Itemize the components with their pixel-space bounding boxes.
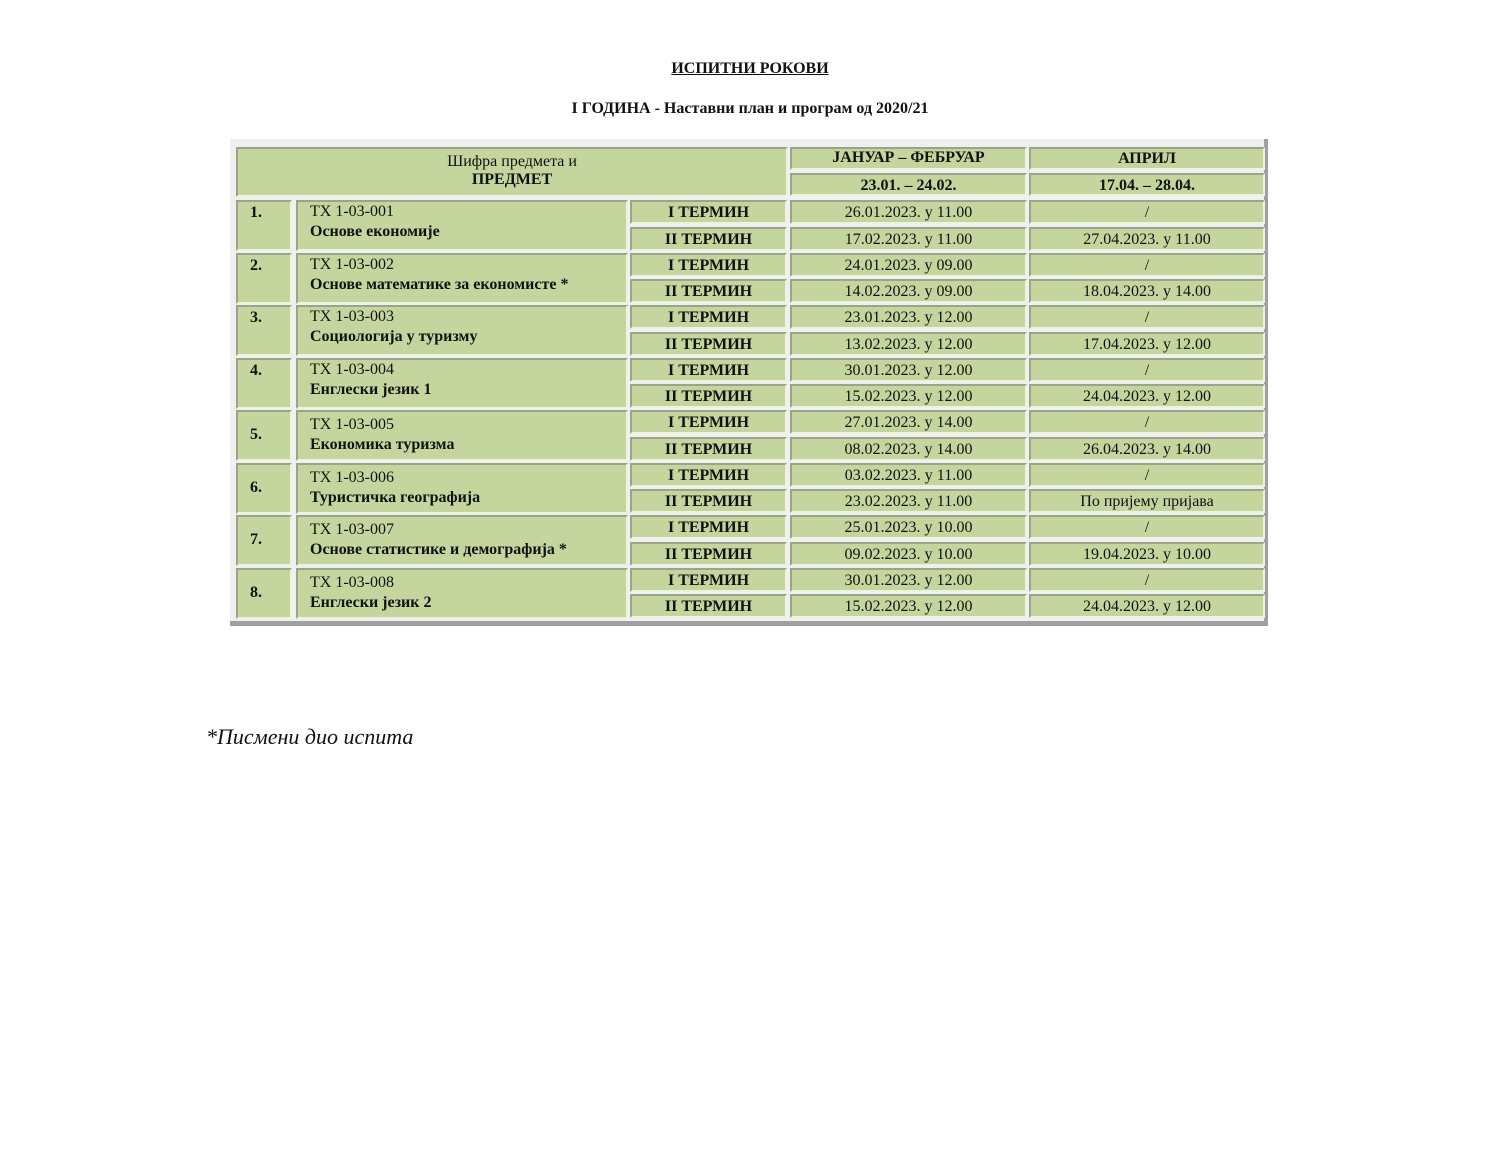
period2-header: АПРИЛ — [1029, 147, 1265, 170]
jan-feb-date: 25.01.2023. у 10.00 — [790, 515, 1027, 539]
subject-cell — [296, 358, 628, 409]
row-number: 2. — [236, 253, 292, 304]
subject-name: Економика туризма — [310, 436, 455, 453]
april-date: 18.04.2023. у 14.00 — [1029, 279, 1265, 303]
subject-name: Основе економије — [310, 223, 440, 240]
jan-feb-date: 30.01.2023. у 12.00 — [790, 358, 1027, 382]
subject-code: TX 1-03-004 — [310, 360, 394, 378]
april-date: / — [1029, 568, 1265, 592]
period1-header: ЈАНУАР – ФЕБРУАР — [790, 147, 1027, 170]
subject-cell — [296, 410, 628, 461]
term-label: II ТЕРМИН — [630, 437, 787, 461]
term-label: I ТЕРМИН — [630, 200, 787, 224]
april-date: 24.04.2023. у 12.00 — [1029, 384, 1265, 408]
april-date: / — [1029, 410, 1265, 434]
jan-feb-date: 23.02.2023. у 11.00 — [790, 489, 1027, 513]
april-date: 19.04.2023. у 10.00 — [1029, 542, 1265, 566]
period2-dates: 17.04. – 28.04. — [1029, 173, 1265, 196]
subject-header-cell — [236, 147, 788, 197]
term-label: I ТЕРМИН — [630, 305, 787, 329]
subject-cell — [296, 305, 628, 356]
jan-feb-date: 13.02.2023. у 12.00 — [790, 332, 1027, 356]
term-label: II ТЕРМИН — [630, 489, 787, 513]
april-date: 27.04.2023. у 11.00 — [1029, 227, 1265, 251]
page-title: ИСПИТНИ РОКОВИ — [671, 60, 829, 77]
term-label: I ТЕРМИН — [630, 253, 787, 277]
row-number: 7. — [236, 515, 292, 566]
subject-cell — [296, 200, 628, 251]
row-number: 3. — [236, 305, 292, 356]
subject-name: Енглески језик 1 — [310, 380, 432, 398]
subject-cell — [296, 463, 628, 514]
exam-schedule-table — [230, 139, 1268, 626]
term-label: II ТЕРМИН — [630, 227, 787, 251]
term-label: II ТЕРМИН — [630, 384, 787, 408]
jan-feb-date: 30.01.2023. у 12.00 — [790, 568, 1027, 592]
subject-cell — [296, 568, 628, 619]
page-subtitle: I ГОДИНА - Наставни план и програм од 2020/21 — [571, 100, 929, 117]
subject-code: TX 1-03-006 — [310, 468, 394, 486]
april-date: / — [1029, 515, 1265, 539]
april-date: / — [1029, 253, 1265, 277]
april-date: По пријему пријава — [1029, 489, 1265, 513]
subject-name: Туристичка географија — [310, 488, 481, 506]
term-label: II ТЕРМИН — [630, 594, 787, 618]
row-number: 5. — [236, 410, 292, 461]
april-date: / — [1029, 200, 1265, 224]
row-number: 6. — [236, 463, 292, 514]
april-date: / — [1029, 463, 1265, 487]
jan-feb-date: 03.02.2023. у 11.00 — [790, 463, 1027, 487]
april-date: 17.04.2023. у 12.00 — [1029, 332, 1265, 356]
subject-cell — [296, 253, 628, 304]
subject-code: TX 1-03-008 — [310, 573, 394, 591]
footnote: *Писмени дио испита — [206, 724, 414, 749]
subject-header-line2: ПРЕДМЕТ — [471, 171, 553, 188]
term-label: I ТЕРМИН — [630, 463, 787, 487]
jan-feb-date: 24.01.2023. у 09.00 — [790, 253, 1027, 277]
april-date: / — [1029, 305, 1265, 329]
subject-name: Основе математике за економисте * — [310, 275, 569, 293]
april-date: 26.04.2023. у 14.00 — [1029, 437, 1265, 461]
april-date: / — [1029, 358, 1265, 382]
term-label: I ТЕРМИН — [630, 515, 787, 539]
period1-dates: 23.01. – 24.02. — [790, 173, 1027, 196]
jan-feb-date: 15.02.2023. у 12.00 — [790, 384, 1027, 408]
jan-feb-date: 27.01.2023. у 14.00 — [790, 410, 1027, 434]
jan-feb-date: 09.02.2023. у 10.00 — [790, 542, 1027, 566]
subject-name: Социологија у туризму — [310, 328, 478, 345]
jan-feb-date: 08.02.2023. у 14.00 — [790, 437, 1027, 461]
jan-feb-date: 17.02.2023. у 11.00 — [790, 227, 1027, 251]
subject-code: TX 1-03-001 — [310, 203, 394, 220]
subject-name: Основе статистике и демографија * — [310, 541, 567, 558]
term-label: II ТЕРМИН — [630, 279, 787, 303]
term-label: II ТЕРМИН — [630, 332, 787, 356]
subject-header-line1: Шифра предмета и — [447, 153, 577, 170]
subject-code: TX 1-03-003 — [310, 308, 394, 325]
subject-code: TX 1-03-007 — [310, 521, 394, 538]
term-label: II ТЕРМИН — [630, 542, 787, 566]
row-number: 4. — [236, 358, 292, 409]
subject-code: TX 1-03-002 — [310, 255, 394, 273]
jan-feb-date: 15.02.2023. у 12.00 — [790, 594, 1027, 618]
subject-code: TX 1-03-005 — [310, 416, 394, 433]
jan-feb-date: 23.01.2023. у 12.00 — [790, 305, 1027, 329]
row-number: 8. — [236, 568, 292, 619]
jan-feb-date: 14.02.2023. у 09.00 — [790, 279, 1027, 303]
term-label: I ТЕРМИН — [630, 410, 787, 434]
term-label: I ТЕРМИН — [630, 358, 787, 382]
subject-name: Енглески језик 2 — [310, 593, 432, 611]
subject-cell — [296, 515, 628, 566]
term-label: I ТЕРМИН — [630, 568, 787, 592]
april-date: 24.04.2023. у 12.00 — [1029, 594, 1265, 618]
row-number: 1. — [236, 200, 292, 251]
jan-feb-date: 26.01.2023. у 11.00 — [790, 200, 1027, 224]
